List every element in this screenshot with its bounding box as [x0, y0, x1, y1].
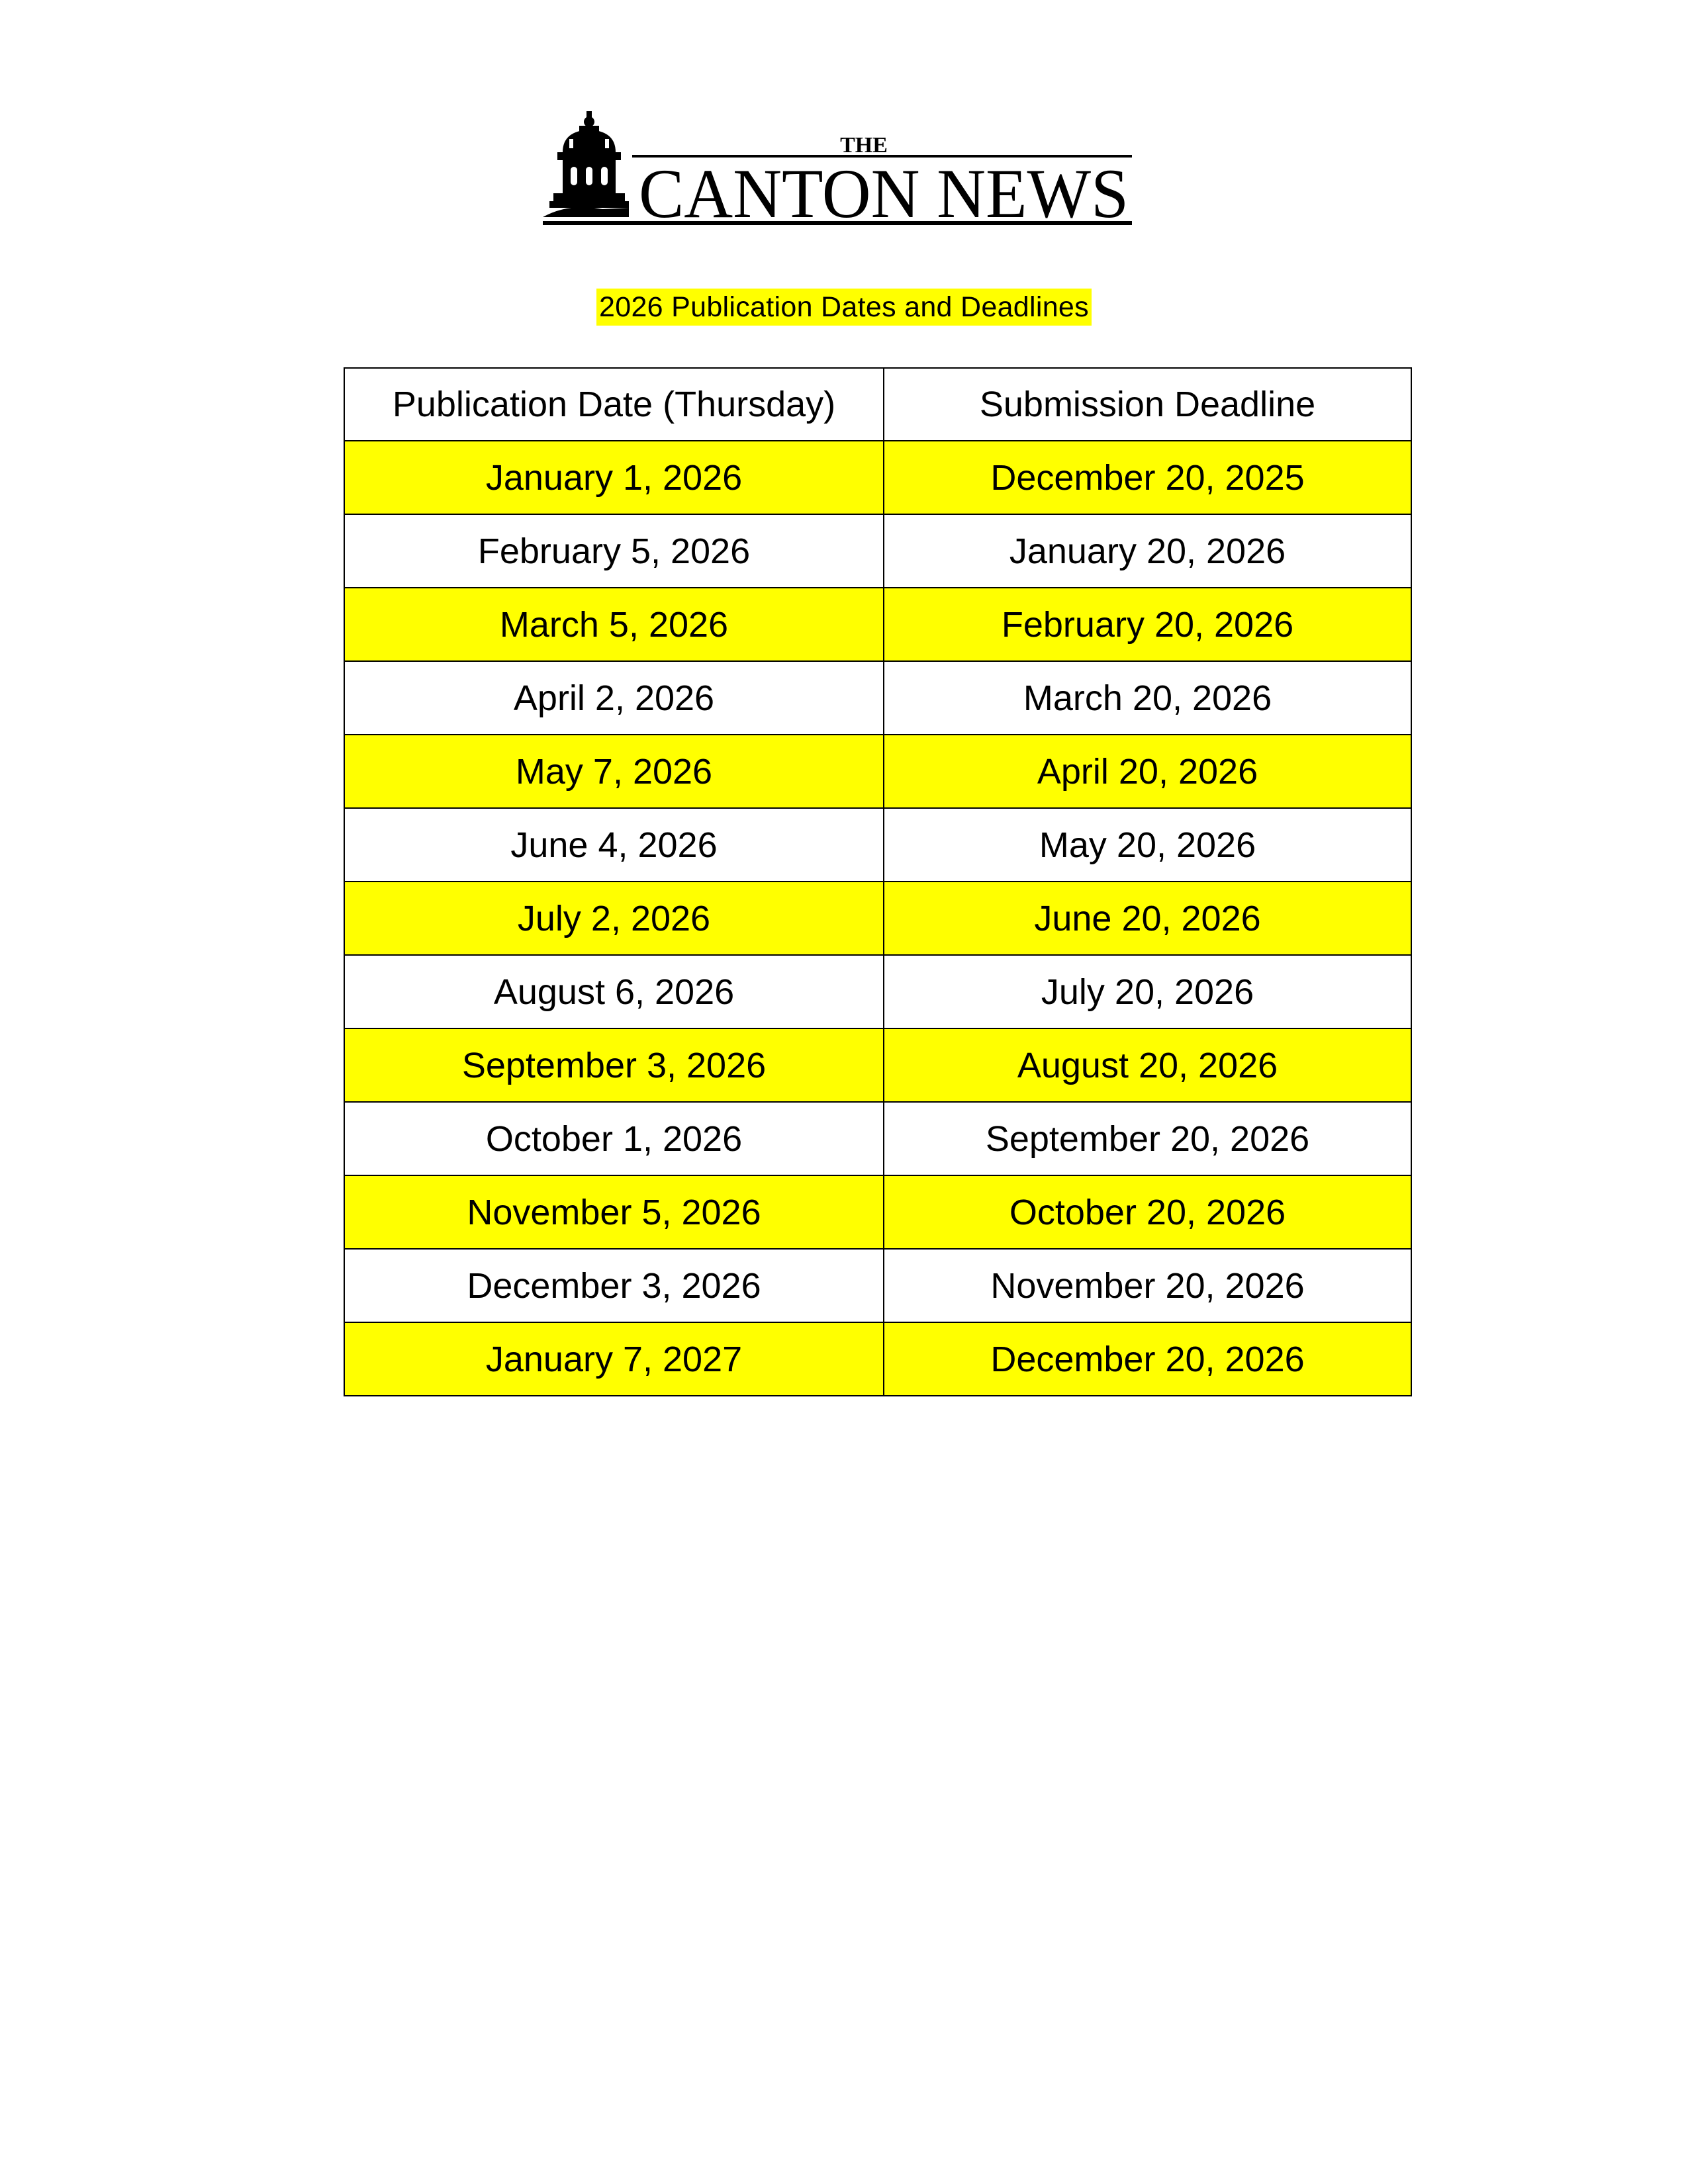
publication-date-cell: August 6, 2026	[344, 955, 884, 1028]
publication-date-cell: July 2, 2026	[344, 882, 884, 955]
publication-date-cell: March 5, 2026	[344, 588, 884, 661]
table-row	[344, 955, 1411, 1028]
publication-date-cell: September 3, 2026	[344, 1028, 884, 1102]
masthead-prefix: THE	[840, 133, 888, 158]
table-row	[344, 1102, 1411, 1175]
table-row	[344, 1175, 1411, 1249]
table-row	[344, 808, 1411, 882]
submission-deadline-cell: January 20, 2026	[884, 514, 1411, 588]
masthead-logo	[543, 111, 1132, 230]
schedule-table	[344, 367, 1412, 1396]
table-row	[344, 735, 1411, 808]
document-title: 2026 Publication Dates and Deadlines	[596, 289, 1092, 326]
publication-date-cell: May 7, 2026	[344, 735, 884, 808]
publication-date-cell: April 2, 2026	[344, 661, 884, 735]
submission-deadline-cell: June 20, 2026	[884, 882, 1411, 955]
submission-deadline-cell: October 20, 2026	[884, 1175, 1411, 1249]
header-publication-date: Publication Date (Thursday)	[344, 368, 884, 441]
submission-deadline-cell: August 20, 2026	[884, 1028, 1411, 1102]
submission-deadline-cell: July 20, 2026	[884, 955, 1411, 1028]
header-submission-deadline: Submission Deadline	[884, 368, 1411, 441]
courthouse-dome-logo	[543, 111, 1132, 230]
table-row	[344, 882, 1411, 955]
table-row	[344, 661, 1411, 735]
table-row	[344, 1322, 1411, 1396]
submission-deadline-cell: November 20, 2026	[884, 1249, 1411, 1322]
publication-date-cell: October 1, 2026	[344, 1102, 884, 1175]
table-row	[344, 1249, 1411, 1322]
publication-date-cell: January 1, 2026	[344, 441, 884, 514]
submission-deadline-cell: March 20, 2026	[884, 661, 1411, 735]
submission-deadline-cell: September 20, 2026	[884, 1102, 1411, 1175]
publication-date-cell: February 5, 2026	[344, 514, 884, 588]
publication-date-cell: November 5, 2026	[344, 1175, 884, 1249]
table-row	[344, 514, 1411, 588]
submission-deadline-cell: February 20, 2026	[884, 588, 1411, 661]
publication-date-cell: June 4, 2026	[344, 808, 884, 882]
courthouse-icon	[543, 111, 629, 217]
masthead-name: CANTON NEWS	[639, 155, 1129, 232]
submission-deadline-cell: December 20, 2026	[884, 1322, 1411, 1396]
table-row	[344, 588, 1411, 661]
subtitle-container	[0, 289, 1688, 326]
publication-date-cell: December 3, 2026	[344, 1249, 884, 1322]
table-row	[344, 1028, 1411, 1102]
publication-date-cell: January 7, 2027	[344, 1322, 884, 1396]
submission-deadline-cell: April 20, 2026	[884, 735, 1411, 808]
submission-deadline-cell: May 20, 2026	[884, 808, 1411, 882]
table-row	[344, 441, 1411, 514]
table-header-row	[344, 368, 1411, 441]
submission-deadline-cell: December 20, 2025	[884, 441, 1411, 514]
